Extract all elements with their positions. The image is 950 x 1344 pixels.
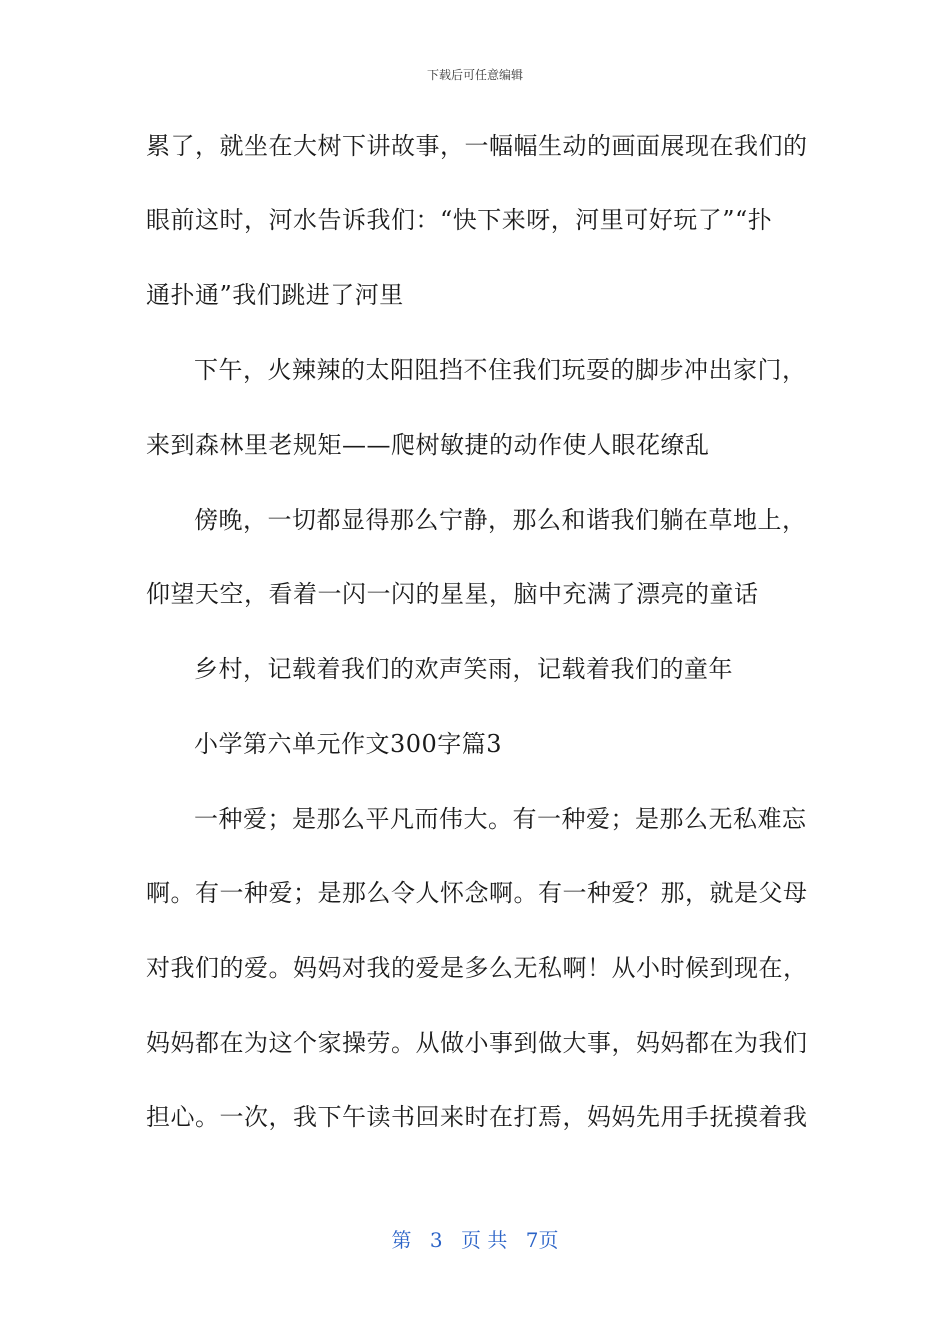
paragraph-line: 一种爱；是那么平凡而伟大。有一种爱；是那么无私难忘: [194, 805, 807, 833]
section-heading: 小学第六单元作文300字篇3: [194, 730, 503, 758]
text-line: 眼前这时，河水告诉我们：“快下来呀，河里可好玩了”“扑: [146, 206, 773, 234]
page-prefix: 第: [391, 1228, 412, 1252]
page-header: 下载后可任意编辑: [426, 68, 523, 82]
text-line: 来到森林里老规矩——爬树敏捷的动作使人眼花缭乱: [146, 431, 710, 459]
paragraph-line: 下午，火辣辣的太阳阻挡不住我们玩耍的脚步冲出家门，: [194, 356, 807, 384]
text-line: 妈妈都在为这个家操劳。从做小事到做大事，妈妈都在为我们: [146, 1029, 808, 1057]
text-line: 仰望天空，看着一闪一闪的星星，脑中充满了漂亮的童话: [146, 580, 759, 608]
page-footer: [0, 1224, 950, 1253]
text-line: 累了，就坐在大树下讲故事，一幅幅生动的画面展现在我们的: [146, 132, 808, 160]
total-pages: 7页: [525, 1228, 559, 1252]
current-page-number: 3: [429, 1228, 443, 1252]
page-middle-label: 页 共: [461, 1228, 508, 1252]
text-line: 对我们的爱。妈妈对我的爱是多么无私啊！从小时候到现在，: [146, 954, 808, 982]
text-line: 通扑通”我们跳进了河里: [146, 281, 404, 309]
paragraph-line: 傍晚，一切都显得那么宁静，那么和谐我们躺在草地上，: [194, 506, 807, 534]
text-line: 啊。有一种爱；是那么令人怀念啊。有一种爱？那，就是父母: [146, 879, 808, 907]
paragraph-line: 乡村，记载着我们的欢声笑雨，记载着我们的童年: [194, 655, 733, 683]
text-line: 担心。一次，我下午读书回来时在打焉，妈妈先用手抚摸着我: [146, 1103, 808, 1131]
